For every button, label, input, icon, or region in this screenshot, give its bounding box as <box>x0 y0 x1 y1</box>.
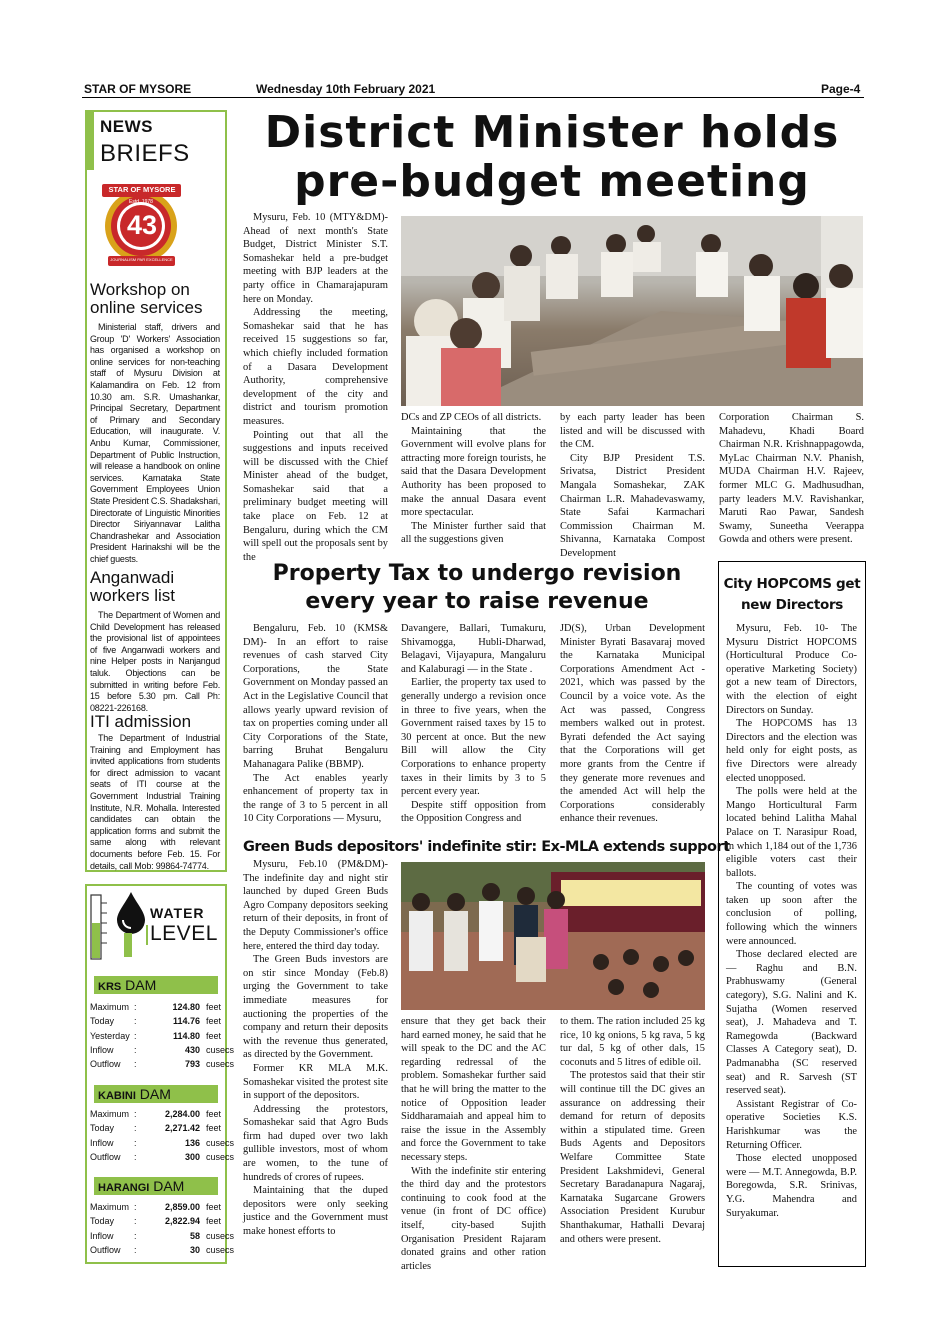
kabini-dam-table <box>90 1107 246 1164</box>
story3-col1: Mysuru, Feb.10 (PM&DM)- The indefinite day and night stir launched by duped Green Buds Agro Company depositors seeking return of their deposits, in front of the Deputy Commissioner's office here, entered the third day today. The Green Buds investors are on stir since Monday (Feb.8) urging the Government to take immediate measures for auctioning the properties of the company and return their deposits with the revenue thus generated, as directed by the Government. Former KR MLA M.K. Somashekar visited the protest site in support of the depositors. Addressing the protestors, Somashekar said that Agro Buds firm had duped over two lakh gullible investors, most of whom are women, to the tune of hundreds of crores of rupees. Maintaining that the duped depositors were only seeking justice and the Government must make honest efforts to <box>243 859 388 1238</box>
harangi-row: Today : 2,822.94 feet <box>90 1216 222 1227</box>
water-title: WATER <box>150 905 205 921</box>
page-number: Page-4 <box>821 82 861 96</box>
story1-col3: by each party leader has been listed and will be discussed with the CM. City BJP President T.S. Srivatsa, District President Mangala Somashekar, ZAK Chairman L.R. Mahadevaswamy, State Safai Karmachari Commission Chairman M. Shivanna, Karnataka Compost Development <box>560 412 705 559</box>
water-gauge-icon <box>89 893 113 961</box>
meeting-photo <box>401 216 863 406</box>
harangi-row: Outflow : 30 cusecs <box>90 1244 235 1255</box>
header-rule <box>82 97 864 98</box>
brief-1-body: Ministerial staff, drivers and Group 'D' Workers' Association has organised a workshop on online services for non-teaching staff of Mysuru Division at Kalamandira on Feb. 12 from 10.30 am. S.R. Umashankar, Principal Secretary, Department of Primary and Secondary Education, will inaugurate. V. Anbu Kumar, Commissioner, Department of Public Instruction, will release a handbook on online services. Karnataka State Government Employees Union State President C.S. Shadakshari, Directorate of Linguistic Minorities Director Siriyannavar Lalitha Chandrashekar and Association President Harinakshi will be the chief guests. <box>90 322 220 564</box>
water-bar-accent <box>124 933 132 957</box>
story2-col2: Davangere, Ballari, Tumakuru, Shivamogga, Hubli-Dharwad, Belagavi, Vijayapura, Mangaluru and Kalaburagi — in the State . Earlier, the property tax used to generally undergo a revision once in three to five years, when the Government raised taxes by 15 to 30 percent at once. But the new Bill will allow the City Corporations to enhance property taxes in their limits by 3 to 5 percent every year. Despite stiff opposition from the Opposition Congress and <box>401 623 546 825</box>
harangi-row: Inflow : 58 cusecs <box>90 1230 235 1241</box>
kabini-row: Today : 2,271.42 feet <box>90 1123 222 1134</box>
krs-dam-title: KRS DAM <box>94 976 218 994</box>
krs-row: Today : 114.76 feet <box>90 1016 222 1027</box>
level-title: LEVEL <box>150 922 218 945</box>
brief-3-body: The Department of Industrial Training and Employment has invited applications from students for direct admission to vacant seats of ITI course at the Government Industrial Training Institute, N.R. Mohalla. Interested candidates can obtain the application forms and submit the same along with relevant documents before Feb. 15. For details, call Mob: 99864-74774. <box>90 733 220 871</box>
logo-bottom-text: JOURNALISM PAR EXCELLENCE <box>110 257 173 262</box>
kabini-row: Maximum : 2,284.00 feet <box>90 1109 222 1119</box>
krs-row: Outflow : 793 cusecs <box>90 1059 235 1070</box>
water-drop-icon <box>115 890 147 936</box>
story2-headline-line2: every year to raise revenue <box>305 589 649 614</box>
briefs-label: BRIEFS <box>100 140 190 167</box>
kabini-row: Inflow : 136 cusecs <box>90 1137 235 1148</box>
story1-headline-line2: pre-budget meeting <box>294 156 810 207</box>
brief-2-body: The Department of Women and Child Development has released the provisional list of appointees of five Anganwadi workers and nine Helper posts in Nanjangud taluk. Objections can be submitted in writing before Feb. 15 before 5.30 pm. Call Ph: 08221-226168. <box>90 610 220 713</box>
harangi-dam-table <box>90 1200 246 1257</box>
water-title-rule <box>146 925 148 945</box>
harangi-dam-title: HARANGI DAM <box>94 1177 218 1195</box>
kabini-row: Outflow : 300 cusecs <box>90 1151 235 1162</box>
logo-number: 43 <box>126 210 158 240</box>
hopcoms-body: Mysuru, Feb. 10- The Mysuru District HOPCOMS (Horticultural Produce Co-operative Marketing Society) got a new team of Directors, with the election of eight Directors on Sunday. The HOPCOMS has 13 Directors and the election was held only for eight posts, as five Directors were already elected unopposed. The polls were held at the Mango Horticultural Farm located behind Lalitha Mahal Palace on T. Narasipur Road, in which 1,184 out of the 1,736 eligible voters cast their ballots. The counting of votes was taken up soon after the conclusion of polling, following which the winners were announced. Those declared elected are — Raghu and B.N. Prabhuswamy (General category), S.G. Nalini and K. Sujatha (Women reserved seat), J. Mahadeva and T. Ramegowda (Backward Classes A Category seat), D. Padmanabha (SC reserved seat) and R. Sarvesh (ST reserved seat). Assistant Registrar of Co-operative Societies K.S. Harishkumar was the Returning Officer. Those elected unopposed were — M.T. Annegowda, B.P. Boregowda, S.R. Srinivas, Y.G. Mahendra and Suryakumar. <box>726 623 857 1219</box>
story2-col1: Bengaluru, Feb. 10 (KMS& DM)- In an effort to raise revenues of cash starved City Corporations, the State Government on Monday passed an Act in the Legislative Council that allows yearly upward revision of tax on properties coming under all City Corporations of the State, barring Bruhat Bengaluru Mahanagara Palike (BBMP). The Act enables yearly enhancement of property tax in the range of 3 to 5 percent in all 10 City Corporations — Mysuru, <box>243 623 388 825</box>
story3-col3: to them. The ration included 25 kg rice, 10 kg onions, 5 kg rava, 5 kg tur dal, 5 kg of other dals, 15 coconuts and 5 litres of edible oil. The protestos said that their stir will continue till the DC gives an assurance on addressing their demand for return of deposits within a stipulated time. Green Buds Agents and Depositors Welfare Committee State President Lakshmidevi, General Secretary Baradanapura Nagaraj, Karnataka Sugarcane Growers Association President Kurubur Shanthakumar, Hathalli Devaraj and others were present. <box>560 1016 705 1245</box>
story1-col2: DCs and ZP CEOs of all districts. Maintaining that the Government will evolve plans for attracting more foreign tourists, he said that the Dasara Development Authority has been proposed to make the annual Dasara event more spectacular. The Minister further said that all the suggestions given <box>401 412 546 546</box>
story3-col2: ensure that they get back their hard earned money, he said that he will speak to the DC and the AC regarding redressal of the problem. Somashekar further said that he will bring the matter to the notice of Opposition leader Siddharamaiah and appeal him to raise the issue in the Assembly and force the Government to take necessary steps. With the indefinite stir entering the third day and the protestors continuing to cook food at the venue (in front of DC office) itself, city-based Sujith Organisation President Rajaram donated grains and other ration articles <box>401 1016 546 1272</box>
krs-row: Inflow : 430 cusecs <box>90 1044 235 1055</box>
news-label: NEWS <box>100 117 153 136</box>
logo-top-text: STAR OF MYSORE <box>108 185 176 194</box>
story1-headline-line1: District Minister holds <box>264 107 840 158</box>
story1-col1: Mysuru, Feb. 10 (MTY&DM)- Ahead of next month's State Budget, District Minister S.T. Somashekar held a pre-budget meeting with BJP leaders at the party office in Chamarajapuram here on Monday. Addressing the meeting, Somashekar said that he has received 15 suggestions so far, which chiefly included formation of a Dasara Development Authority, comprehensive development of the city and district and tourism promotion measures. Pointing out that all the suggestions and inputs received will be discussed with the Chief Minister ahead of the budget, Somashekar said that a preliminary budget meeting will take place on Feb. 12 at Bengaluru, during which the CM will spell out the proposals sent by the <box>243 212 388 563</box>
brief-1-title: Workshop on online services <box>90 280 203 317</box>
hopcoms-headline-line2: new Directors <box>740 597 844 613</box>
story2-headline-line1: Property Tax to undergo revision <box>272 561 682 586</box>
protest-photo <box>401 862 705 1010</box>
krs-row: Yesterday : 114.80 feet <box>90 1030 222 1041</box>
kabini-dam-title: KABINI DAM <box>94 1085 218 1103</box>
issue-date: Wednesday 10th February 2021 <box>256 82 436 96</box>
logo-estd-text: Estd. 1978 <box>129 199 153 205</box>
krs-row: Maximum : 124.80 feet <box>90 1002 222 1012</box>
brief-3-title: ITI admission <box>90 712 192 731</box>
story3-headline: Green Buds depositors' indefinite stir: Ex-MLA extends support <box>243 839 730 855</box>
story1-col4: Corporation Chairman S. Mahadevu, Khadi Board Chairman N.R. Krishnappagowda, MyLac Chairman N.V. Phanish, MUDA Chairman H.V. Rajeev, former MLC G. Madhusudhan, party leaders M.V. Ravishankar, Maruti Rao Pawar, Sandesh Swamy, Suneetha Veerappa Gowda and others were present. <box>719 412 864 546</box>
harangi-row: Maximum : 2,859.00 feet <box>90 1202 222 1212</box>
story2-col3: JD(S), Urban Development Minister Byrati Basavaraj moved the Karnataka Municipal Corporations Amendment Act - 2021, which was passed by the Council by a voice vote. As the Act was passed, Congress members walked out in protest. Byrati defended the Act saying that the Corporations will get more grants from the Centre if they generate more revenues and the amended Act will help the Corporations considerably enhance their revenues. <box>560 623 705 825</box>
krs-dam-table <box>90 1000 246 1071</box>
brief-2-title: Anganwadi workers list <box>90 568 176 605</box>
hopcoms-headline-line1: City HOPCOMS get <box>723 576 861 592</box>
masthead-name: STAR OF MYSORE <box>84 82 192 96</box>
